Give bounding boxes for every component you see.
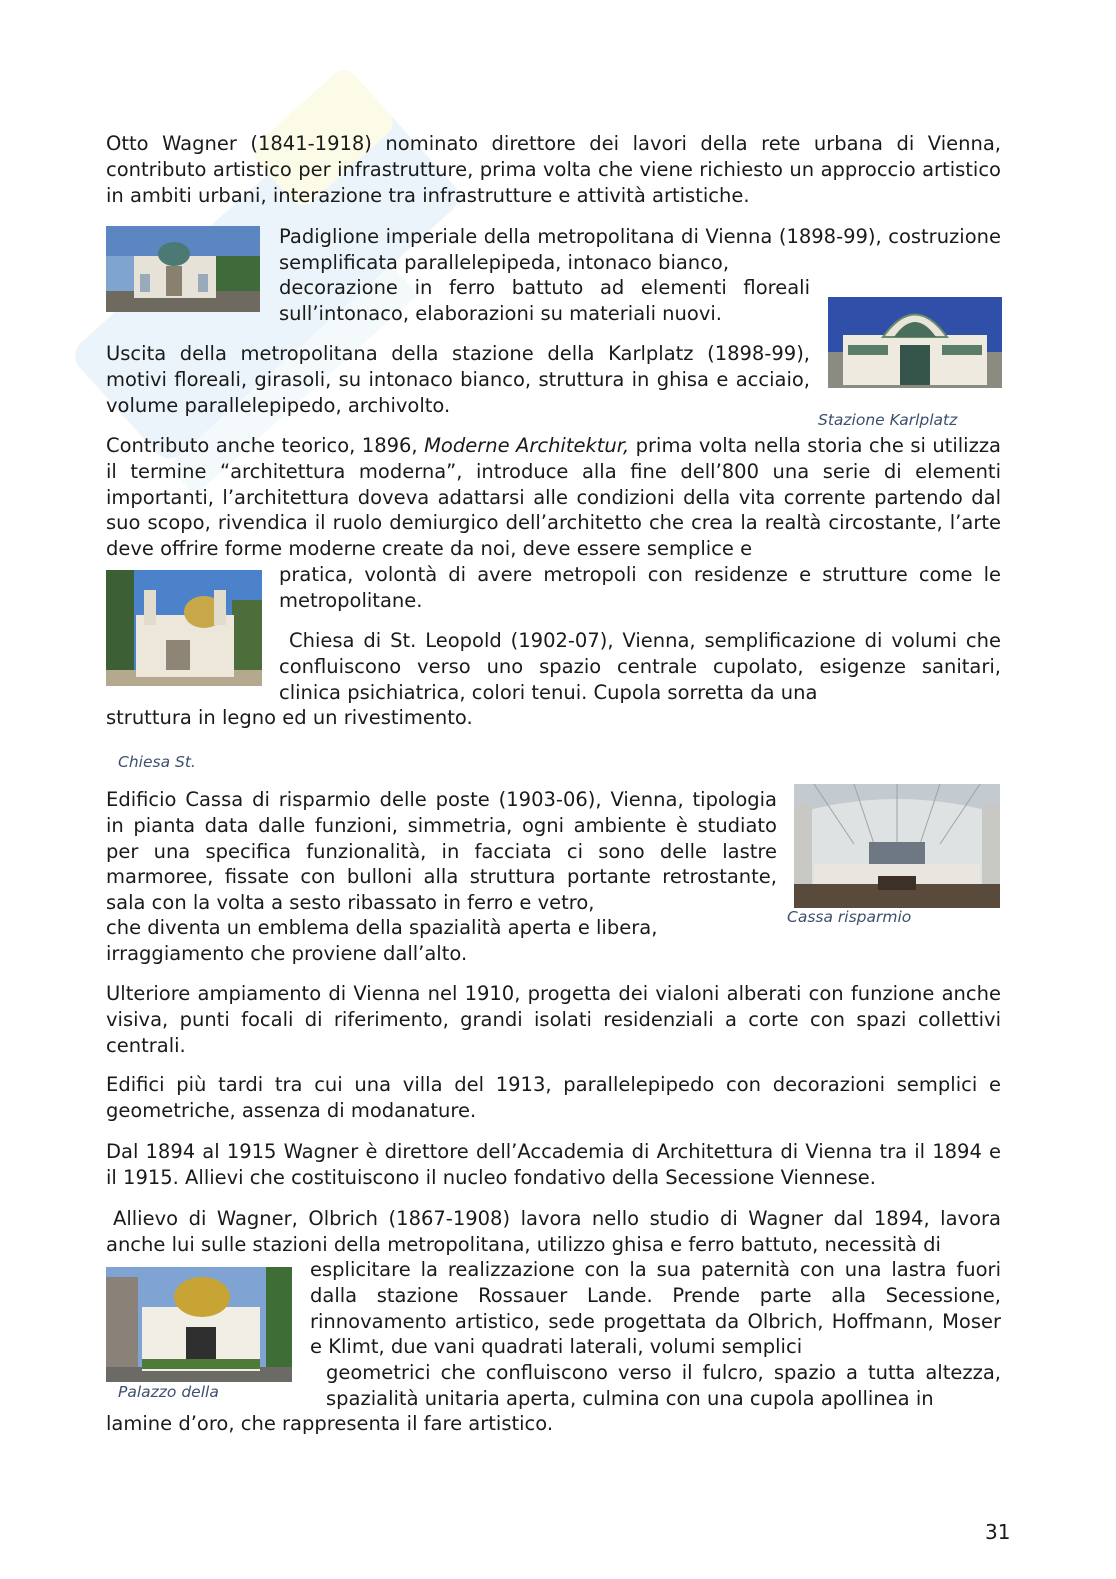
caption-cassa-risparmio: Cassa risparmio	[787, 908, 912, 926]
paragraph-intro: Otto Wagner (1841-1918) nominato direttore dei lavori della rete urbana di Vienna, contributo artistico per infrastrutture, prima volta che viene richiesto un approccio artistico in ambiti urbani, interazione tra infrastrutture e attività artistiche.	[106, 132, 1001, 207]
paragraph-edifici: Edifici più tardi tra cui una villa del 1913, parallelepipedo con decorazioni semplici e geometriche, assenza di modanature.	[106, 1073, 1001, 1122]
caption-palazzo: Palazzo della	[118, 1383, 219, 1401]
paragraph-ampiamento: Ulteriore ampiamento di Vienna nel 1910, progetta dei vialoni alberati con funzione anche visiva, punti focali di riferimento, grandi isolati residenziali a corte con spazi collettivi centrali.	[106, 982, 1001, 1057]
photo-padiglione-imperiale	[106, 226, 260, 312]
paragraph-karlplatz: Uscita della metropolitana della stazione della Karlplatz (1898-99), motivi floreali, girasoli, su intonaco bianco, struttura in ghisa e acciaio, volume parallelepipedo, archivolto.	[106, 342, 810, 417]
paragraph-chiesa-cont: struttura in legno ed un rivestimento.	[106, 706, 473, 729]
paragraph-padiglione-2: decorazione in ferro battuto ad elementi floreali sull’intonaco, elaborazioni su materiali nuovi.	[279, 276, 810, 325]
photo-palazzo-secessione	[106, 1267, 292, 1382]
paragraph-cassa-risparmio-3: irraggiamento che proviene dall’alto.	[106, 942, 468, 965]
paragraph-olbrich-cont: esplicitare la realizzazione con la sua paternità con una lastra fuori dalla stazione Rossauer Lande. Prende parte alla Secessione, rinnovamento artistico, sede progettata da Olbrich, Hoffmann, Moser e Klimt, due vani quadrati laterali, volumi semplici	[310, 1258, 1001, 1359]
paragraph-moderne-architektur: Contributo anche teorico, 1896, Moderne Architektur, prima volta nella storia che si utilizza il termine “architettura moderna”, introduce alla fine dell’800 una serie di elementi importanti, l’architettura doveva adattarsi alle condizioni della vita corrente partendo dal suo scopo, rivendica il ruolo demiurgico dell’architetto che crea la realtà circostante, l’arte deve offrire forme moderne create da noi, deve essere semplice e	[106, 434, 1002, 561]
paragraph-cassa-risparmio-2: che diventa un emblema della spazialità aperta e libera,	[106, 916, 658, 939]
photo-cassa-risparmio	[794, 784, 1000, 908]
caption-stazione-karlplatz: Stazione Karlplatz	[818, 411, 958, 429]
paragraph-olbrich-cont-2: geometrici che confluiscono verso il fulcro, spazio a tutta altezza, spazialità unitaria aperta, culmina con una cupola apollinea in	[326, 1361, 1001, 1410]
paragraph-padiglione-1: Padiglione imperiale della metropolitana di Vienna (1898-99), costruzione semplificata parallelepipeda, intonaco bianco,	[279, 225, 1001, 274]
paragraph-olbrich: Allievo di Wagner, Olbrich (1867-1908) lavora nello studio di Wagner dal 1894, lavora anche lui sulle stazioni della metropolitana, utilizzo ghisa e ferro battuto, necessità di	[106, 1207, 1001, 1256]
paragraph-accademia: Dal 1894 al 1915 Wagner è direttore dell’Accademia di Architettura di Vienna tra il 1894 e il 1915. Allievi che costituiscono il nucleo fondativo della Secessione Viennese.	[106, 1140, 1001, 1189]
paragraph-moderne-architektur-cont: pratica, volontà di avere metropoli con residenze e strutture come le metropolitane.	[279, 563, 1001, 612]
paragraph-chiesa: Chiesa di St. Leopold (1902-07), Vienna, semplificazione di volumi che confluiscono verso uno spazio centrale cupolato, esigenze sanitari, clinica psichiatrica, colori tenui. Cupola sorretta da una	[279, 629, 1001, 704]
photo-chiesa-st-leopold	[106, 570, 262, 686]
page-number: 31	[985, 1520, 1011, 1544]
photo-stazione-karlplatz	[828, 297, 1002, 388]
paragraph-cassa-risparmio: Edificio Cassa di risparmio delle poste (1903-06), Vienna, tipologia in pianta data dalle funzioni, simmetria, ogni ambiente è studiato per una specifica funzionalità, in facciata ci sono delle lastre marmoree, fissate con bulloni alla struttura portante retrostante, sala con la volta a sesto ribassato in ferro e vetro,	[106, 788, 777, 915]
paragraph-olbrich-end: lamine d’oro, che rappresenta il fare artistico.	[106, 1412, 554, 1435]
caption-chiesa: Chiesa St.	[118, 753, 196, 771]
